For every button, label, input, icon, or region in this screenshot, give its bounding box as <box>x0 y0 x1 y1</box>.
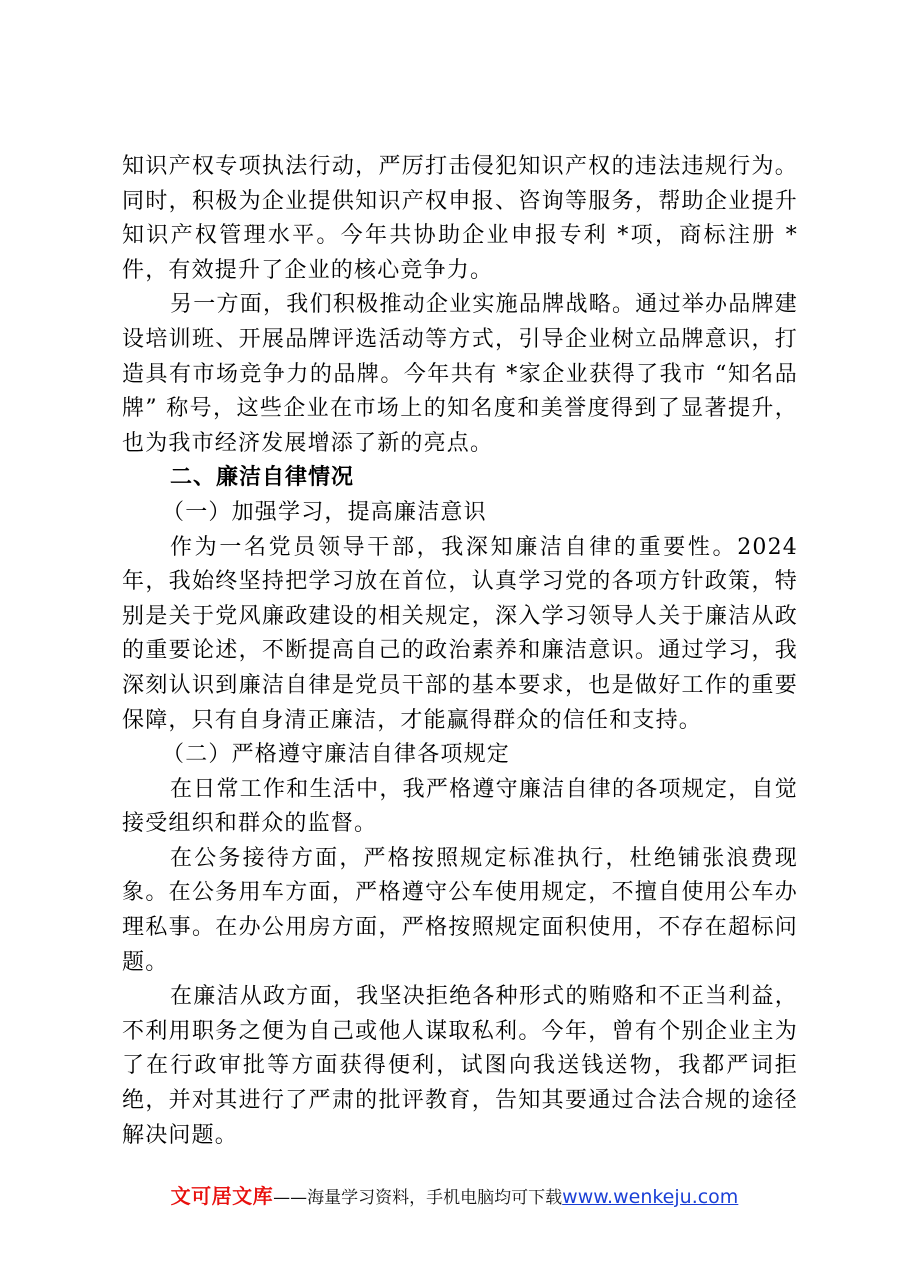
subheading-regulations: （二）严格遵守廉洁自律各项规定 <box>162 742 511 768</box>
paragraph-brand-strategy: 另一方面，我们积极推动企业实施品牌战略。通过举办品牌建设培训班、开展品牌评选活动等方式，引导企业树立品牌意识，打造具有市场竞争力的品牌。今年共有 *家企业获得了我市 “知名品牌” 称号，这些企业在市场上的知名度和美誉度得到了显著提升，也为我市经济发展增添了新的亮点。 <box>122 292 798 456</box>
paragraph-ip-enforcement: 知识产权专项执法行动，严厉打击侵犯知识产权的违法违规行为。同时，积极为企业提供知识产权申报、咨询等服务，帮助企业提升知识产权管理水平。今年共协助企业申报专利 *项，商标注册 *件，有效提升了企业的核心竞争力。 <box>122 154 798 283</box>
paragraph-clean-governance: 在廉洁从政方面，我坚决拒绝各种形式的贿赂和不正当利益，不利用职务之便为自己或他人谋取私利。今年，曾有个别企业主为了在行政审批等方面获得便利，试图向我送钱送物，我都严词拒绝，并对其进行了严肃的批评教育，告知其要通过合法合规的途径解决问题。 <box>122 984 798 1148</box>
footer-website-link[interactable]: www.wenkeju.com <box>562 1186 739 1208</box>
footer-banner <box>0 1180 909 1209</box>
document-body <box>122 150 798 1153</box>
footer-brand: 文可居文库 <box>170 1184 274 1208</box>
paragraph-study: 作为一名党员领导干部，我深知廉洁自律的重要性。2024年，我始终坚持把学习放在首位，认真学习党的各项方针政策，特别是关于党风廉政建设的相关规定，深入学习领导人关于廉洁从政的重要论述，不断提高自己的政治素养和廉洁意识。通过学习，我深刻认识到廉洁自律是党员干部的基本要求，也是做好工作的重要保障，只有自身清正廉洁，才能赢得群众的信任和支持。 <box>122 534 798 733</box>
subheading-study: （一）加强学习，提高廉洁意识 <box>162 499 487 525</box>
paragraph-official-reception: 在公务接待方面，严格按照规定标准执行，杜绝铺张浪费现象。在公务用车方面，严格遵守公车使用规定，不擅自使用公车办理私事。在办公用房方面，严格按照规定面积使用，不存在超标问题。 <box>122 845 798 975</box>
paragraph-daily-work: 在日常工作和生活中，我严格遵守廉洁自律的各项规定，自觉接受组织和群众的监督。 <box>122 776 798 837</box>
footer-slogan: ——海量学习资料，手机电脑均可下载 <box>273 1188 563 1208</box>
section-heading-integrity: 二、廉洁自律情况 <box>170 465 355 491</box>
